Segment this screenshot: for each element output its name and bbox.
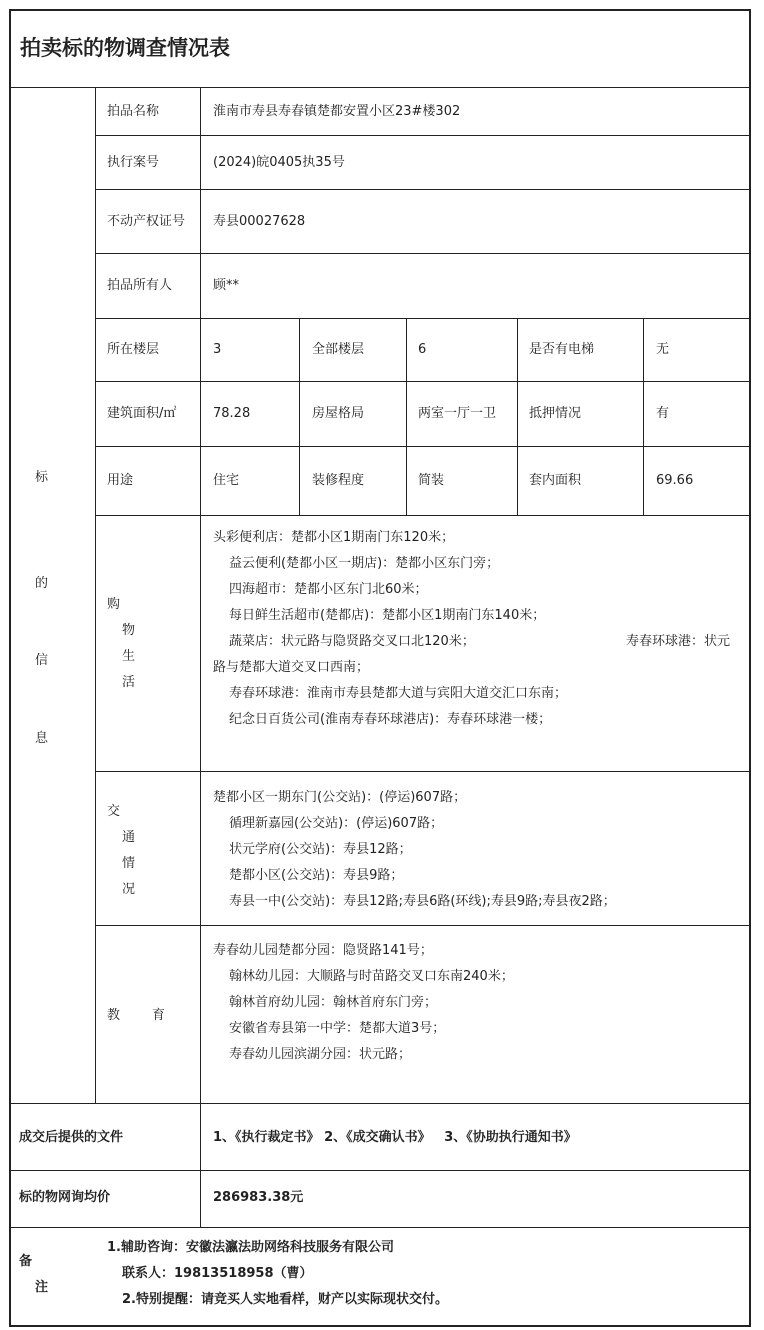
shopping-line: 头彩便利店：楚都小区1期南门东120米； xyxy=(213,530,455,545)
grid-value: 78.28 xyxy=(213,406,251,421)
remarks-label-char: 备 xyxy=(19,1254,33,1269)
remarks-line: 2.特别提醒：请竞买人实地看样，财产以实际现状交付。 xyxy=(122,1292,448,1307)
traffic-label-char: 况 xyxy=(122,882,136,897)
shopping-line: 益云便利(楚都小区一期店)：楚都小区东门旁； xyxy=(229,556,500,571)
divider xyxy=(95,189,751,190)
grid-value: 6 xyxy=(418,342,427,357)
remarks-line: 联系人：19813518958（曹） xyxy=(122,1266,313,1281)
grid-label: 所在楼层 xyxy=(107,342,160,357)
section-label-char: 息 xyxy=(35,731,49,746)
divider xyxy=(9,87,751,88)
divider xyxy=(95,925,751,926)
traffic-line: 寿县一中(公交站)：寿县12路;寿县6路(环线);寿县9路;寿县夜2路； xyxy=(229,894,616,909)
traffic-line: 楚都小区一期东门(公交站)：(停运)607路； xyxy=(213,790,467,805)
shopping-line: 路与楚都大道交叉口西南； xyxy=(213,660,370,675)
education-label-char: 教 xyxy=(107,1008,121,1023)
grid-label: 房屋格局 xyxy=(312,406,365,421)
shopping-label-char: 物 xyxy=(122,623,136,638)
grid-value: 3 xyxy=(213,342,222,357)
divider xyxy=(95,253,751,254)
documents-value: 1、《执行裁定书》 2、《成交确认书》 3、《协助执行通知书》 xyxy=(213,1130,577,1145)
section-label-char: 信 xyxy=(35,653,49,668)
shopping-line: 寿春环球港：淮南市寿县楚都大道与宾阳大道交汇口东南； xyxy=(229,686,568,701)
price-label: 标的物网询均价 xyxy=(19,1190,111,1205)
item-name-label: 拍品名称 xyxy=(107,104,160,119)
divider xyxy=(95,446,751,447)
divider xyxy=(200,87,201,1227)
shopping-label-char: 购 xyxy=(107,597,121,612)
grid-value: 有 xyxy=(656,406,670,421)
shopping-line: 四海超市：楚都小区东门北60米； xyxy=(229,582,428,597)
divider xyxy=(95,318,751,319)
cert-no-value: 寿县00027628 xyxy=(213,214,306,229)
divider xyxy=(95,381,751,382)
section-label-char: 标 xyxy=(35,470,49,485)
education-line: 翰林首府幼儿园：翰林首府东门旁； xyxy=(229,995,438,1010)
grid-label: 建筑面积/㎡ xyxy=(107,406,177,421)
page-title: 拍卖标的物调查情况表 xyxy=(20,36,230,60)
grid-label: 套内面积 xyxy=(529,473,582,488)
traffic-line: 循理新嘉园(公交站)：(停运)607路； xyxy=(229,816,444,831)
grid-label: 是否有电梯 xyxy=(529,342,595,357)
grid-label: 抵押情况 xyxy=(529,406,582,421)
shopping-line: 蔬菜店：状元路与隐贤路交叉口北120米； xyxy=(229,634,475,649)
divider xyxy=(406,318,407,515)
divider xyxy=(95,135,751,136)
traffic-label-char: 交 xyxy=(107,804,121,819)
education-label-char: 育 xyxy=(152,1008,166,1023)
shopping-line: 纪念日百货公司(淮南寿春环球港店)：寿春环球港一楼； xyxy=(229,712,552,727)
education-line: 翰林幼儿园：大顺路与时苗路交叉口东南240米； xyxy=(229,969,514,984)
case-no-label: 执行案号 xyxy=(107,155,160,170)
traffic-line: 状元学府(公交站)：寿县12路； xyxy=(229,842,412,857)
shopping-line: 每日鲜生活超市(楚都店)：楚都小区1期南门东140米； xyxy=(229,608,546,623)
grid-value: 住宅 xyxy=(213,473,240,488)
grid-label: 全部楼层 xyxy=(312,342,365,357)
divider xyxy=(95,87,96,1103)
divider xyxy=(517,318,518,515)
traffic-line: 楚都小区(公交站)：寿县9路； xyxy=(229,868,404,883)
education-line: 寿春幼儿园滨湖分园：状元路； xyxy=(229,1047,412,1062)
traffic-label-char: 通 xyxy=(122,830,136,845)
divider xyxy=(643,318,644,515)
divider xyxy=(9,1227,751,1228)
divider xyxy=(95,771,751,772)
shopping-line: 寿春环球港：状元 xyxy=(626,634,731,649)
owner-label: 拍品所有人 xyxy=(107,278,173,293)
grid-value: 两室一厅一卫 xyxy=(418,406,497,421)
cert-no-label: 不动产权证号 xyxy=(107,214,186,229)
traffic-label-char: 情 xyxy=(122,856,136,871)
shopping-label-char: 活 xyxy=(122,675,136,690)
grid-value: 简装 xyxy=(418,473,445,488)
shopping-label-char: 生 xyxy=(122,649,136,664)
remarks-line: 1.辅助咨询：安徽法瀛法助网络科技服务有限公司 xyxy=(107,1240,394,1255)
divider xyxy=(299,318,300,515)
divider xyxy=(9,1103,751,1104)
divider xyxy=(9,1170,751,1171)
grid-label: 用途 xyxy=(107,473,134,488)
education-line: 安徽省寿县第一中学：楚都大道3号； xyxy=(229,1021,446,1036)
grid-value: 69.66 xyxy=(656,473,694,488)
case-no-value: (2024)皖0405执35号 xyxy=(213,155,345,170)
divider xyxy=(95,515,751,516)
section-label-char: 的 xyxy=(35,576,49,591)
grid-label: 装修程度 xyxy=(312,473,365,488)
owner-value: 顾** xyxy=(213,278,240,293)
grid-value: 无 xyxy=(656,342,670,357)
item-name-value: 淮南市寿县寿春镇楚都安置小区23#楼302 xyxy=(213,104,461,119)
documents-label: 成交后提供的文件 xyxy=(19,1130,124,1145)
price-value: 286983.38元 xyxy=(213,1190,304,1205)
education-line: 寿春幼儿园楚都分园：隐贤路141号； xyxy=(213,943,433,958)
remarks-label-char: 注 xyxy=(35,1280,49,1295)
